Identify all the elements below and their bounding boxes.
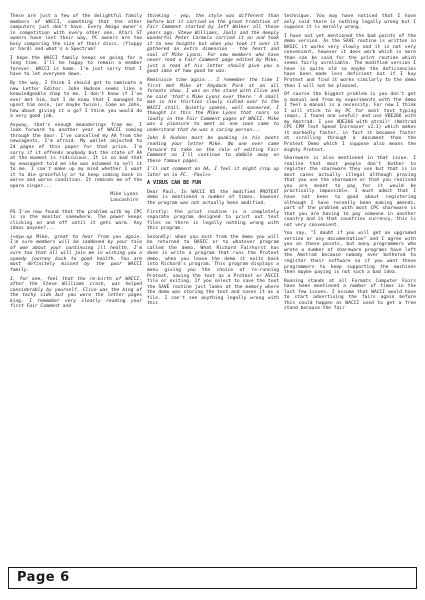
letter-paragraph: Firstly: the print routine is a completely separate program designed to print out text files so there is legally nothing wrong with this program.: [147, 209, 279, 232]
letter-signature: [10, 192, 138, 203]
letter-paragraph: Of course the biggest problem is you don't get a manual and from my experiments with the demo I feel a manual is a necessity. For now I think I will stick to my PC for most text typing (oops, I found one useful) and use VDE266 with my Amstrad. I use VDE266 with qtrail! (Amstrad CPC CPM Text Speed Increaser v2.1) which makes it markedly faster, in fact it becomes faster at scrolling through a document than the Protext Demo which I suppose also means the mighty Protext.: [284, 92, 416, 153]
editor-reply-paragraph: Reminisce time again... I remember the time I first met Mike at Haydock Park at an all formats show. I was on the stand with Clive and he said 'that's Mike Lyons over there.' A small man in his thirties slowly sidled over to the WACCI stall. Quietly spoken, well mannered, I thought is this the Mike Lyons that roars so loudly in the Fair Comment pages of WACCI. Mike was a pleasure to meet as one soon came to understand that he was a caring person...: [147, 78, 279, 133]
column-right: [284, 14, 416, 315]
signature-name: Mike Lyons: [110, 192, 138, 198]
letter-heading: A VIRUS CAN BE FUN: [147, 180, 202, 187]
column-left: [10, 14, 142, 313]
signature-location: Lancashire: [110, 197, 138, 203]
letter-paragraph: These are just a few of the delightful family members of WACCI, something that the other computers just don't have. Every Amiga owner's in competition with every other one, Atari ST owners have lost their way, PC owners are too busy comparing the size of their discs, (floppy or hard) and what's a Spectrum?: [10, 14, 142, 53]
editor-reply-paragraph: John R Hudson must be quaking in his boots reading your letter Mike. No one ever came forward to take on the role of editing Fair Comment so I'll continue to dabble away on these famous pages.: [147, 136, 279, 164]
letter-paragraph: You say, "I doubt if you will get an upgraded version or any documentation" and I agree with you on these points, but many programmers who wrote a number of shareware programs have left the Amstrad because nobody ever bothered to register their software so if you want these programmers to keep supporting the machines then maybe paying is not such a bad idea.: [284, 231, 416, 276]
newsletter-page: [8, 14, 417, 562]
column-middle: [147, 14, 279, 310]
letter-paragraph: Shareware is also mentioned in that issue. I realise that most people don't bother to register the shareware they use but that is in most cases actually illegal although proving that you use the shareware or that you realised you are meant to pay for it would be practically impossible. I must admit that I have not been to good about registering although I have recently been making amends, part of the problem with most CPC shareware is that you are having to pay someone in another country and in that countries currency, this is not very convenient.: [284, 156, 416, 228]
letter-paragraph: Secondly: when you exit from the demo you will be returned to BASIC or to whatever program called the demo. What Richard Fairhurst has done is write a program that runs the Protext demo, when you leave the demo it exits back into Richard's program. This program displays a menu giving you the choice of re-running Protext, saving the text as a Protext or ASCII file or exiting. If you select to save the text the SAVE routine just looks at the memory where the demo was storing the text and saves it as a file. I can't see anything legally wrong with this: [147, 234, 279, 307]
letter-paragraph: I have not yet mentioned the bad points of the demo version. As the SAVE routine is written in BASIC it works very slowly and it is not very convenient, however it does work which is more than can be said for the print routine which seems fairly unreliable. The modified version I have is quite old so maybe the deficiencies have been made less deficient but if I buy Protext and find it works similarly to the demo then I will not be pleased.: [284, 33, 416, 89]
letter-postscript: PS I've now found that the problem with my CPC is in the monitor somewhere. The power keeps clicking on and off until it gets warm. Any ideas anyone?...: [10, 209, 142, 232]
editor-reply-paragraph: (<dyw-up Mike, great to hear from you again. I'm sure members will be saddened by your tale of woe about your continuing ill health. I'm sure too that all will join me in wishing you a speedy journey back to good health. You are most definitely missed by the poor WACCI family.: [10, 234, 142, 273]
page-footer: [8, 567, 417, 589]
letter-paragraph: Anyway, that's enough meanderings from me. I look forward to another year of WACCI coming through the door. I've cancelled my AA from the newsagents, I'm afraid. My wallet objected to 24 pages of thin paper for that price. I'm sorry if it offends anybody but the state of AA at the moment is ridiculous. It is so bad that my newsagent told me she was ashamed to sell it to me. I can't make up my mind whether I want it to die gracefully or to keep coming back in worse and worse condition. It reminds me of the opera singer...: [10, 122, 142, 189]
editor-reply-paragraph: I'll not comment on AA, I feel it might crop up later on in FC. -Paul>>: [147, 167, 279, 178]
letter-paragraph: technique. You may have noticed that I have only said there is nothing legally wrong but I suppose it is morally wrong.: [284, 14, 416, 31]
editor-reply-paragraph: thinking - yep, the style was different than before but it carried on the great tradition of Fair Comment started by Jeff Walker all those years ago. Steve Williams, Jools and the deeply wonderful Peter Carmelo carried it on and took it to new heights but when you took it over it gathered an extra dimension - the heart and soul of Mike Lyons. For new members who have never read a Fair Comment page edited by Mike, just a read of his letter should give you a good idea of how good he was.: [147, 14, 279, 75]
letter-paragraph: I hope the WACCI family keeps on going for a long time. I'll be happy to remain a member forever. WACCI is home. I'm just sorry that I have to let everyone down.: [10, 55, 142, 78]
letter-paragraph: Dear Paul, In WACCI 85 the modified PROTEXT demo is mentioned a number of times, however the program was not actually been modified.: [147, 189, 279, 206]
page-number: Page 6: [17, 570, 70, 585]
letter-paragraph: By the way, I think I should get to nominate a new Letter Editor. John Hudson seems like a knowledgeable chap to me. I don't know if I've ever met him, but I do know that I managed to upset him once, (or maybe twice). Come on John, how about giving it a go? I think you would do a very good job.: [10, 81, 142, 120]
letter-paragraph: Running stands at all Formats Computer Fairs have been mentioned a number of times in the last few issues. I assume that WACCI would have to start advertising the fairs again before this could happen as WACCI used to get a free stand because the fair: [284, 278, 416, 312]
editor-reply-paragraph: I, for one, feel that the re-birth of WACCI, after the Steve Williams crash, was helped considerably by yourself. Clive was the king of the techy side but you were the letter pages king. I remember very clearly reading your first Fair Comment and: [10, 276, 142, 310]
